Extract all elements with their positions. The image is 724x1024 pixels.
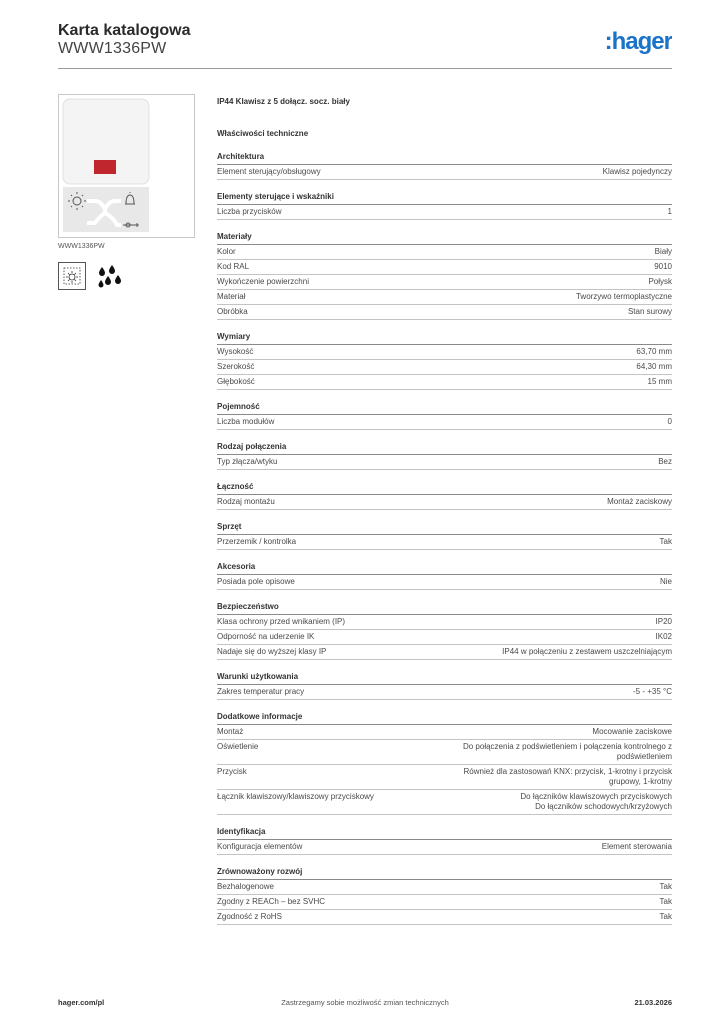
spec-row [217,360,672,375]
spec-value: 0 [667,417,672,426]
spec-row [217,535,672,550]
spec-value: Do łączników klawiszowych przyciskowych Do łączników schodowych/krzyżowych [520,792,672,811]
spec-value: IK02 [655,632,672,641]
spec-group-title: Dodatkowe informacje [217,710,672,725]
spec-value: 9010 [654,262,672,271]
spec-label: Rodzaj montażu [217,497,275,506]
doc-title: Karta katalogowa [58,22,191,39]
spec-label: Nadaje się do wyższej klasy IP [217,647,327,656]
spec-group [217,150,672,180]
spec-row [217,455,672,470]
footer-disclaimer: Zastrzegamy sobie możliwość zmian technicznych [281,998,449,1007]
spec-value: Stan surowy [627,307,672,316]
spec-label: Kolor [217,247,236,256]
spec-label: Oświetlenie [217,742,259,751]
spec-value: Nie [659,577,672,586]
spec-label: Zakres temperatur pracy [217,687,305,696]
spec-label: Wykończenie powierzchni [217,277,309,286]
spec-group [217,190,672,220]
spec-value: Tak [659,897,672,906]
spec-group [217,600,672,660]
spec-label: Posiada pole opisowe [217,577,295,586]
spec-label: Liczba modułów [217,417,275,426]
spec-label: Zgodny z REACh – bez SVHC [217,897,326,906]
spec-label: Przycisk [217,767,247,776]
spec-group [217,865,672,925]
spec-group-title: Elementy sterujące i wskaźniki [217,190,672,205]
water-drops-icon [96,262,122,288]
spec-row [217,645,672,660]
spec-label: Obróbka [217,307,248,316]
spec-group-title: Sprzęt [217,520,672,535]
spec-row [217,375,672,390]
spec-value: 1 [667,207,672,216]
spec-label: Bezhalogenowe [217,882,274,891]
spec-value: Tworzywo termoplastyczne [575,292,672,301]
technical-properties-heading: Właściwości techniczne [217,129,309,138]
spec-group [217,230,672,320]
spec-label: Montaż [217,727,244,736]
spec-row [217,725,672,740]
header-divider [58,68,672,69]
spec-row [217,290,672,305]
spec-label: Materiał [217,292,246,301]
hager-logo [588,26,672,56]
light-indicator-icon [58,262,86,290]
spec-row [217,630,672,645]
spec-label: Typ złącza/wtyku [217,457,278,466]
spec-value: 15 mm [647,377,672,386]
spec-group [217,400,672,430]
spec-group-title: Pojemność [217,400,672,415]
spec-group-title: Zrównoważony rozwój [217,865,672,880]
spec-label: Głębokość [217,377,255,386]
spec-label: Przerzemik / kontrolka [217,537,297,546]
spec-group [217,480,672,510]
product-title: IP44 Klawisz z 5 dołącz. socz. biały [217,97,350,106]
spec-row [217,880,672,895]
spec-value: Tak [659,882,672,891]
spec-group [217,825,672,855]
svg-text::hager: :hager [604,28,672,55]
spec-label: Liczba przycisków [217,207,282,216]
spec-group [217,710,672,815]
spec-label: Odporność na uderzenie IK [217,632,315,641]
spec-value: Biały [654,247,672,256]
spec-row [217,790,672,815]
spec-value: Połysk [648,277,672,286]
spec-label: Łącznik klawiszowy/klawiszowy przyciskowy [217,792,374,801]
spec-row [217,345,672,360]
spec-group-title: Materiały [217,230,672,245]
spec-group-title: Akcesoria [217,560,672,575]
spec-row [217,615,672,630]
footer-website-link[interactable]: hager.com/pl [58,998,105,1007]
spec-group-title: Wymiary [217,330,672,345]
spec-value: Do połączenia z podświetleniem i połączenia kontrolnego z podświetleniem [462,742,672,761]
spec-row [217,415,672,430]
page-header [58,22,672,70]
spec-value: IP20 [655,617,672,626]
spec-value: Bez [658,457,672,466]
spec-group-title: Identyfikacja [217,825,672,840]
spec-row [217,305,672,320]
spec-value: Tak [659,537,672,546]
spec-content [217,95,672,935]
page-footer [58,998,672,1010]
spec-group [217,440,672,470]
spec-row [217,910,672,925]
spec-value: Klawisz pojedynczy [602,167,672,176]
spec-row [217,245,672,260]
spec-group [217,670,672,700]
spec-value: Montaż zaciskowy [607,497,672,506]
spec-label: Kod RAL [217,262,250,271]
doc-subtitle: WWW1336PW [58,40,167,57]
spec-label: Szerokość [217,362,255,371]
spec-groups [217,150,672,925]
spec-row [217,895,672,910]
spec-label: Klasa ochrony przed wnikaniem (IP) [217,617,346,626]
spec-label: Element sterujący/obsługowy [217,167,321,176]
spec-value: Element sterowania [601,842,672,851]
spec-row [217,205,672,220]
spec-label: Wysokość [217,347,254,356]
spec-row [217,740,672,765]
spec-value: 63,70 mm [636,347,672,356]
spec-value: -5 - +35 °C [633,687,672,696]
spec-label: Konfiguracja elementów [217,842,303,851]
spec-group-title: Bezpieczeństwo [217,600,672,615]
spec-value: IP44 w połączeniu z zestawem uszczelniającym [502,647,672,656]
spec-row [217,165,672,180]
spec-group [217,330,672,390]
footer-date: 21.03.2026 [634,998,672,1007]
spec-group [217,560,672,590]
spec-row [217,275,672,290]
spec-row [217,685,672,700]
spec-value: Mocowanie zaciskowe [592,727,672,736]
led-indicator [94,160,116,174]
spec-group-title: Warunki użytkowania [217,670,672,685]
spec-value: 64,30 mm [636,362,672,371]
image-caption: WWW1336PW [58,243,105,250]
spec-group [217,520,672,550]
spec-row [217,575,672,590]
spec-row [217,840,672,855]
spec-group-title: Rodzaj połączenia [217,440,672,455]
spec-row [217,260,672,275]
spec-label: Zgodność z RoHS [217,912,282,921]
spec-group-title: Architektura [217,150,672,165]
spec-group-title: Łączność [217,480,672,495]
spec-row [217,765,672,790]
spec-row [217,495,672,510]
spec-value: Tak [659,912,672,921]
product-image [58,94,195,238]
spec-value: Również dla zastosowań KNX: przycisk, 1-krotny i przycisk grupowy, 1-krotny [463,767,672,786]
